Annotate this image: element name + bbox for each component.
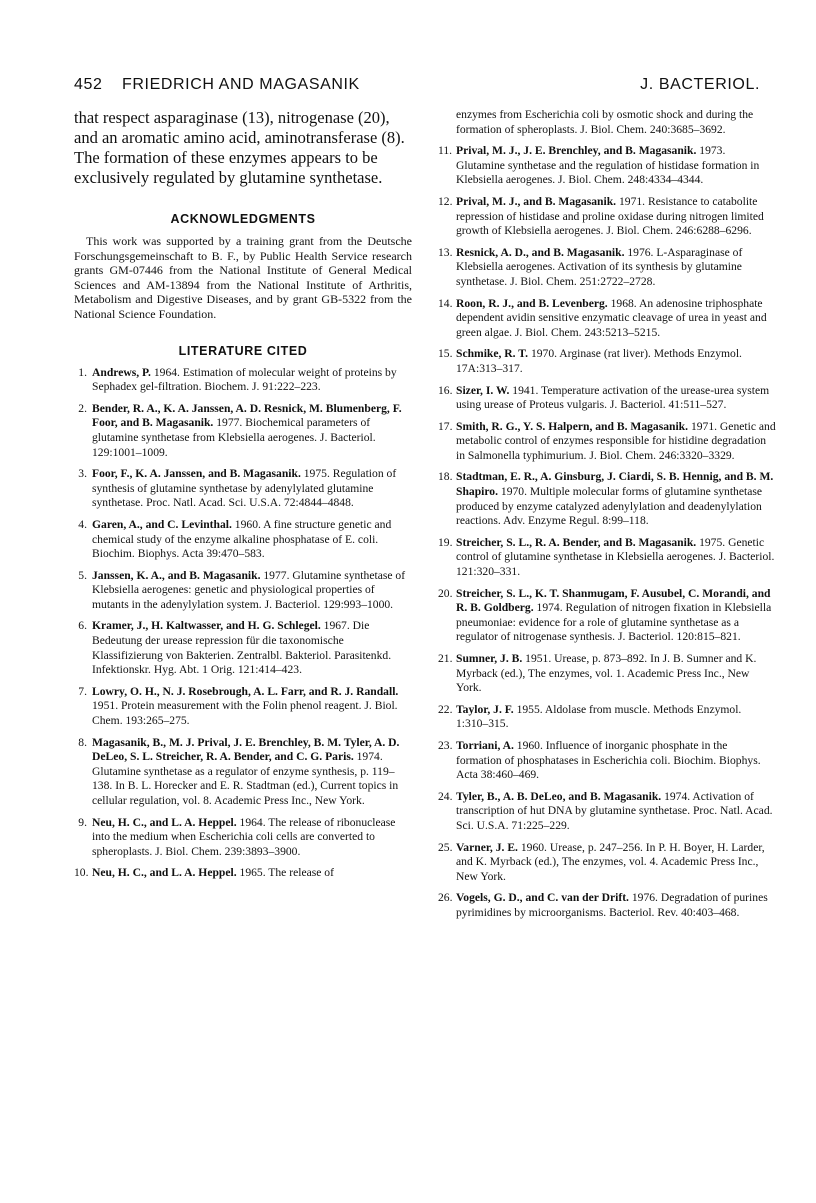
reference-number: 3. — [78, 467, 87, 481]
reference-item — [438, 195, 776, 239]
reference-details: 1968. An adenosine triphosphate dependent avidin sensitive enzymatic cleavage of urea in yeast and green algae. J. Biol. Chem. 243:5213–5215. — [456, 296, 767, 339]
reference-number: 21. — [438, 652, 453, 665]
reference-details: 1974. Regulation of nitrogen fixation in Klebsiella pneumoniae: evidence for a role of glutamine synthetase as a regulator of nitrogenase synthesis. J. Bacteriol. 120:815–821. — [456, 601, 772, 644]
reference-item — [438, 891, 776, 920]
reference-item — [438, 297, 776, 341]
reference-item — [74, 866, 412, 881]
reference-item — [438, 420, 776, 464]
acknowledgments-text: This work was supported by a training grant from the Deutsche Forschungsgemeinschaft to B. F., by Public Health Service research grants GM-07446 from the National Institute of General Medical Sciences and AM-13894 from the National Institute of Arthritis, Metabolism and Digestive Diseases, and by grant GB-5322 from the National Science Foundation. — [74, 234, 412, 321]
reference-authors: Vogels, G. D., and C. van der Drift. — [456, 891, 629, 905]
reference-authors: Resnick, A. D., and B. Magasanik. — [456, 245, 625, 259]
reference-authors: Neu, H. C., and L. A. Heppel. — [92, 815, 237, 829]
right-column — [438, 108, 776, 928]
reference-item — [74, 736, 412, 809]
reference-number: 26. — [438, 891, 453, 905]
reference-details: 1977. Glutamine synthetase of Klebsiella aerogenes: genetic and physiological properties of mutants in the adenylylation system. J. Bacteriol. 129:993–1000. — [92, 568, 406, 611]
reference-details: 1941. Temperature activation of the urease-urea system using urease of Proteus vulgaris. J. Bacteriol. 41:511–527. — [456, 383, 770, 412]
reference-authors: Sumner, J. B. — [456, 652, 523, 665]
reference-authors: Kramer, J., H. Kaltwasser, and H. G. Schlegel. — [92, 619, 321, 633]
reference-authors: Streicher, S. L., R. A. Bender, and B. Magasanik. — [456, 535, 697, 549]
reference-item — [438, 384, 776, 413]
reference-item — [74, 518, 412, 562]
reference-item — [74, 816, 412, 860]
reference-details: 1975. Genetic control of glutamine synthetase in Klebsiella aerogenes. J. Bacteriol. 121:320–331. — [456, 535, 775, 579]
reference-authors: Janssen, K. A., and B. Magasanik. — [92, 568, 261, 582]
running-header — [74, 76, 760, 100]
reference-item — [74, 569, 412, 613]
reference-authors: Andrews, P. — [92, 365, 151, 379]
reference-list-left — [74, 366, 412, 881]
reference-number: 8. — [78, 735, 87, 749]
reference-item — [438, 703, 776, 732]
reference-authors: Stadtman, E. R., A. Ginsburg, J. Ciardi, S. B. Hennig, and B. M. Shapiro. — [456, 470, 774, 499]
reference-number: 12. — [438, 194, 453, 208]
reference-item — [74, 366, 412, 395]
literature-cited-heading: LITERATURE CITED — [178, 343, 308, 358]
reference-number: 16. — [438, 383, 453, 397]
reference-number: 25. — [438, 840, 453, 854]
reference-authors: Garen, A., and C. Levinthal. — [92, 517, 232, 531]
journal-name: J. BACTERIOL. — [640, 76, 760, 93]
reference-number: 24. — [438, 789, 453, 803]
reference-number: 13. — [438, 245, 453, 259]
reference-details: 1960. Urease, p. 247–256. In P. H. Boyer, H. Larder, and K. Myrback (ed.), The enzymes, vol. 4. Academic Press Inc., New York. — [456, 840, 765, 883]
reference-details: 1974. Glutamine synthetase as a regulator of enzyme synthesis, p. 119–138. In B. L. Horecker and E. R. Stadtman (ed.), Current topics in cellular regulation, vol. 8. Academic Press Inc., New York. — [92, 750, 399, 807]
reference-details: 1964. The release of ribonuclease into the medium when Escherichia coli cells are converted to spheroplasts. J. Biol. Chem. 239:3893–3900. — [92, 815, 396, 858]
acknowledgments-heading: ACKNOWLEDGMENTS — [170, 212, 316, 226]
reference-authors: Magasanik, B., M. J. Prival, J. E. Brenchley, B. M. Tyler, A. D. DeLeo, S. L. Streicher, R. A. Bender, and C. G. Paris. — [92, 735, 400, 764]
reference-authors: Prival, M. J., and B. Magasanik. — [456, 194, 617, 208]
reference-item — [438, 246, 776, 290]
reference-details: 1960. A fine structure genetic and chemical study of the enzyme alkaline phosphatase of E. coli. Biochim. Biophys. Acta 39:470–583. — [92, 517, 392, 561]
reference-details: 1973. Glutamine synthetase and the regulation of histidase formation in Klebsiella aerogenes. J. Biol. Chem. 248:4334–4344. — [456, 144, 760, 187]
reference-item — [438, 652, 776, 696]
reference-continuation: enzymes from Escherichia coli by osmotic shock and during the formation of spheroplasts. J. Biol. Chem. 240:3685–3692. — [456, 108, 754, 136]
reference-number: 22. — [438, 702, 453, 716]
page-number: 452 — [74, 76, 103, 93]
reference-number: 11. — [438, 144, 453, 158]
reference-details: 1951. Protein measurement with the Folin phenol reagent. J. Biol. Chem. 193:265–275. — [92, 699, 398, 728]
reference-number: 10. — [74, 866, 89, 880]
reference-authors: Lowry, O. H., N. J. Rosebrough, A. L. Farr, and R. J. Randall. — [92, 684, 399, 698]
running-authors: FRIEDRICH AND MAGASANIK — [122, 76, 360, 93]
reference-authors: Varner, J. E. — [456, 840, 518, 854]
reference-details: 1970. Multiple molecular forms of glutamine synthetase produced by enzyme catalyzed adenylylation and deadenylylation reactions. Adv. Enzyme Regul. 8:99–118. — [456, 485, 763, 528]
reference-number: 18. — [438, 470, 453, 484]
reference-number: 9. — [78, 815, 87, 829]
reference-details: 1975. Regulation of synthesis of glutamine synthetase by adenylylated glutamine synthetase. Proc. Natl. Acad. Sci. U.S.A. 72:4844–4848. — [92, 467, 397, 510]
reference-item — [74, 619, 412, 677]
reference-authors: Foor, F., K. A. Janssen, and B. Magasanik. — [92, 467, 301, 481]
left-column — [74, 108, 412, 888]
reference-item — [74, 467, 412, 511]
reference-item — [438, 587, 776, 645]
reference-details: 1955. Aldolase from muscle. Methods Enzymol. 1:310–315. — [456, 702, 742, 731]
reference-authors: Schmike, R. T. — [456, 347, 529, 361]
reference-details: 1971. Genetic and metabolic control of enzymes responsible for histidine degradation in Salmonella typhimurium. J. Biol. Chem. 246:3320–3329. — [456, 419, 776, 462]
reference-details: 1951. Urease, p. 873–892. In J. B. Sumner and K. Myrback (ed.), The enzymes, vol. 1. Academic Press Inc., New York. — [456, 652, 757, 695]
reference-details: 1976. L-Asparaginase of Klebsiella aerogenes. Activation of its synthesis by glutamine synthetase. J. Biol. Chem. 251:2722–2728. — [456, 245, 743, 288]
reference-authors: Neu, H. C., and L. A. Heppel. — [92, 866, 237, 880]
reference-authors: Taylor, J. F. — [456, 702, 514, 716]
reference-number: 1. — [78, 365, 87, 379]
reference-number: 15. — [438, 347, 453, 361]
reference-authors: Roon, R. J., and B. Levenberg. — [456, 296, 608, 310]
reference-number: 7. — [78, 684, 87, 698]
reference-item — [438, 536, 776, 580]
reference-number: 5. — [78, 568, 87, 582]
reference-list-right — [438, 144, 776, 920]
reference-number: 17. — [438, 419, 453, 433]
reference-details: 1977. Biochemical parameters of glutamine synthetase from Klebsiella aerogenes. J. Bacteriol. 129:1001–1009. — [92, 416, 376, 459]
reference-details: 1964. Estimation of molecular weight of proteins by Sephadex gel-filtration. Biochem. J. 91:222–223. — [92, 365, 397, 394]
reference-details: 1960. Influence of inorganic phosphate in the formation of phosphatases in Escherichia coli. Biochim. Biophys. Acta 38:460–469. — [456, 738, 761, 782]
reference-authors: Smith, R. G., Y. S. Halpern, and B. Magasanik. — [456, 419, 689, 433]
reference-item — [438, 841, 776, 885]
reference-authors: Tyler, B., A. B. DeLeo, and B. Magasanik. — [456, 789, 662, 803]
reference-details: 1970. Arginase (rat liver). Methods Enzymol. 17A:313–317. — [456, 347, 742, 375]
reference-number: 23. — [438, 738, 453, 752]
reference-details: 1976. Degradation of purines pyrimidines by microorganisms. Bacteriol. Rev. 40:403–468. — [456, 891, 768, 919]
reference-number: 6. — [78, 619, 87, 633]
reference-number: 19. — [438, 535, 453, 549]
reference-item — [74, 685, 412, 729]
reference-item — [74, 402, 412, 460]
reference-item — [438, 470, 776, 528]
reference-item — [438, 347, 776, 376]
reference-item — [438, 739, 776, 783]
reference-authors: Bender, R. A., K. A. Janssen, A. D. Resnick, M. Blumenberg, F. Foor, and B. Magasanik. — [92, 401, 402, 430]
reference-number: 20. — [438, 586, 453, 600]
reference-number: 4. — [78, 517, 87, 531]
reference-details: 1974. Activation of transcription of hut DNA by glutamine synthetase. Proc. Natl. Acad. Sci. U.S.A. 71:225–229. — [456, 789, 773, 832]
reference-authors: Prival, M. J., J. E. Brenchley, and B. Magasanik. — [456, 144, 697, 158]
reference-authors: Torriani, A. — [456, 738, 514, 752]
reference-details: 1965. The release of — [236, 866, 334, 880]
reference-details: 1971. Resistance to catabolite repression of histidase and proline oxidase during nitrogen limited growth of Klebsiella aerogenes. J. Biol. Chem. 246:6288–6296. — [456, 194, 764, 238]
reference-item — [438, 144, 776, 188]
reference-item — [438, 790, 776, 834]
reference-authors: Sizer, I. W. — [456, 383, 510, 397]
reference-number: 14. — [438, 296, 453, 310]
reference-authors: Streicher, S. L., K. T. Shanmugam, F. Ausubel, C. Morandi, and R. B. Goldberg. — [456, 586, 771, 615]
reference-details: 1967. Die Bedeutung der urease repression für die taxonomische Klassifizierung von Bakterien. Zentralbl. Bakteriol. Parasitenkd. Infektionskr. Hyg. Abt. 1 Orig. 121:414–423. — [92, 619, 392, 677]
intro-paragraph: that respect asparaginase (13), nitrogenase (20), and an aromatic amino acid, aminotransferase (8). The formation of these enzymes appears to be exclusively regulated by glutamine synthetase. — [74, 108, 405, 187]
reference-number: 2. — [78, 401, 87, 415]
